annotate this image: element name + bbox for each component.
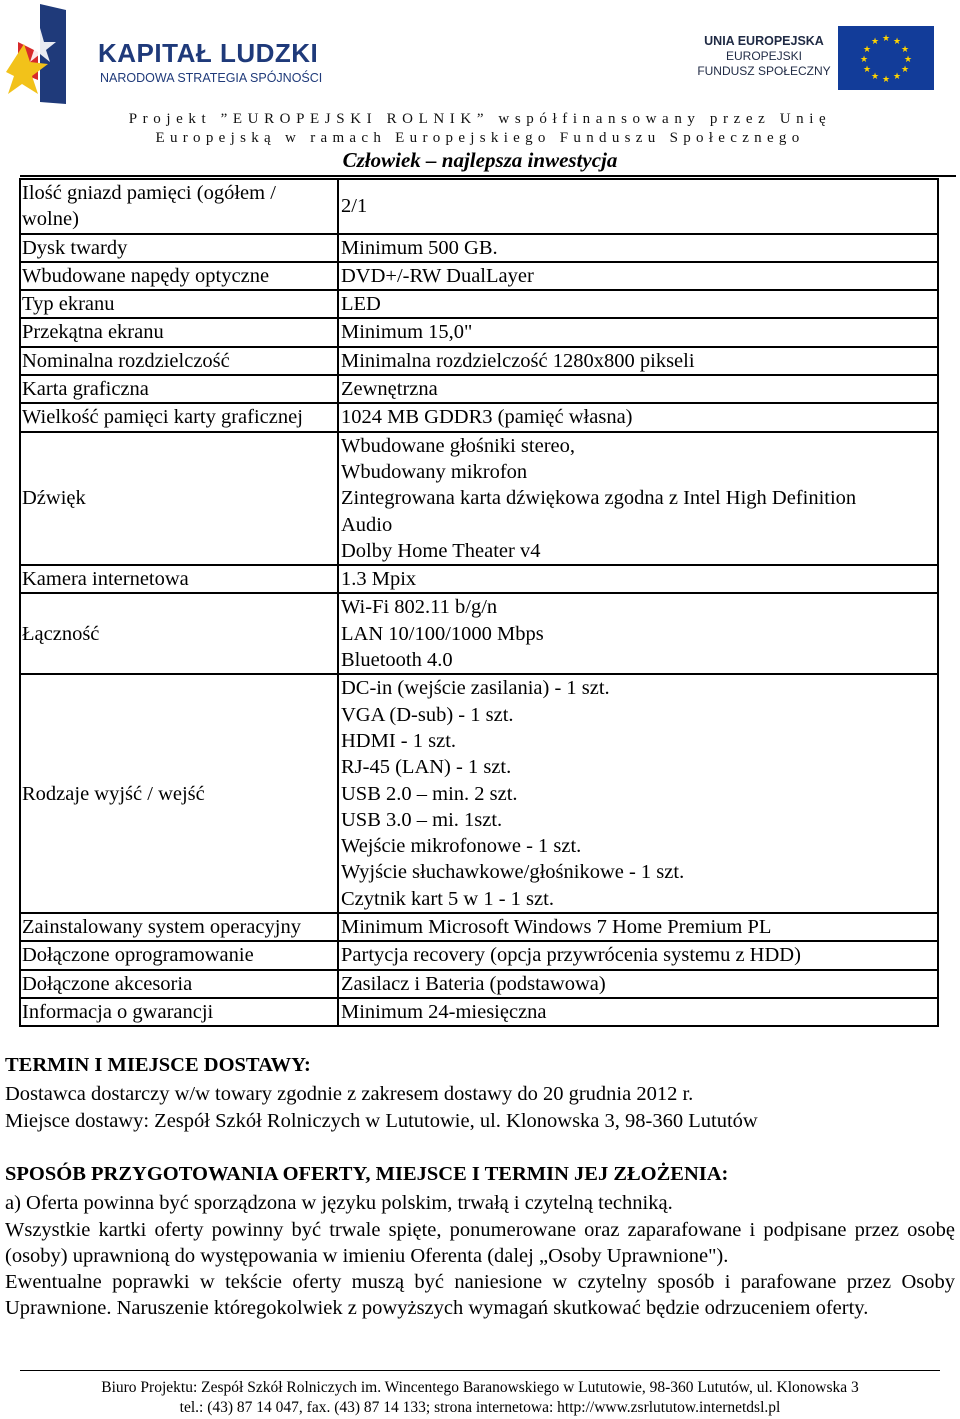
spec-value — [338, 674, 938, 913]
svg-text:★: ★ — [870, 37, 880, 47]
offer-section — [5, 1161, 955, 1322]
spec-value-line: Wi-Fi 802.11 b/g/n — [341, 596, 498, 619]
svg-text:★: ★ — [859, 55, 869, 65]
spec-row — [20, 318, 938, 346]
kapital-ludzki-logo — [4, 2, 344, 110]
spec-value-line: Czytnik kart 5 w 1 - 1 szt. — [341, 887, 554, 910]
spec-row — [20, 179, 938, 234]
project-line-1: Projekt ”EUROPEJSKI ROLNIK” współfinansowany przez Unię — [128, 111, 832, 127]
offer-paragraph-b: Wszystkie kartki oferty powinny być trwale spięte, ponumerowane oraz zaparafowane i podpisane przez osobę (osoby) uprawnioną do występowania w imieniu Oferenta (dalej „Osoby Uprawnione"). — [5, 1218, 955, 1267]
spec-row — [20, 941, 938, 969]
spec-key: Wbudowane napędy optyczne — [20, 262, 338, 290]
spec-key: Ilość gniazd pamięci (ogółem / wolne) — [20, 179, 338, 234]
spec-key: Dysk twardy — [20, 234, 338, 262]
footer-line-2: tel.: (43) 87 14 047, fax. (43) 87 14 133; strona internetowa: http://www.zsrlututow.internetdsl.pl — [179, 1399, 781, 1416]
eu-flag-icon — [838, 26, 934, 90]
offer-heading: SPOSÓB PRZYGOTOWANIA OFERTY, MIEJSCE I TERMIN JEJ ZŁOŻENIA: — [5, 1163, 729, 1185]
spec-row — [20, 234, 938, 262]
page-header — [0, 0, 960, 178]
spec-key: Wielkość pamięci karty graficznej — [20, 403, 338, 431]
spec-value — [338, 941, 938, 969]
spec-value-line: VGA (D-sub) - 1 szt. — [341, 703, 514, 726]
spec-value — [338, 998, 938, 1026]
svg-text:★: ★ — [862, 45, 872, 55]
spec-row — [20, 565, 938, 593]
offer-paragraph-c: Ewentualne poprawki w tekście oferty muszą być naniesione w czytelny sposób i parafowane przez Osoby Uprawnione. Naruszenie któregokolwiek z powyższych wymagań skutkować będzie odrzuceniem oferty. — [5, 1271, 955, 1320]
spec-value — [338, 262, 938, 290]
spec-row — [20, 970, 938, 998]
spec-value — [338, 970, 938, 998]
page-footer — [0, 1378, 960, 1418]
spec-value-line: Wbudowany mikrofon — [341, 460, 528, 483]
footer-line-1: Biuro Projektu: Zespół Szkół Rolniczych im. Wincentego Baranowskiego w Lututowie, 98-360 Lututów, ul. Klonowska 3 — [101, 1379, 859, 1396]
spec-row — [20, 347, 938, 375]
spec-value-line: Wyjście słuchawkowe/głośnikowe - 1 szt. — [341, 861, 685, 884]
spec-value-line: 1.3 Mpix — [341, 568, 417, 591]
spec-value-line: Zasilacz i Bateria (podstawowa) — [341, 972, 606, 995]
spec-key: Nominalna rozdzielczość — [20, 347, 338, 375]
spec-value — [338, 432, 938, 565]
eu-logo — [672, 6, 958, 106]
spec-value-line: 1024 MB GDDR3 (pamięć własna) — [341, 406, 633, 429]
eu-logo-text — [694, 34, 834, 79]
kapital-ludzki-emblem-icon — [4, 2, 94, 110]
spec-key: Kamera internetowa — [20, 565, 338, 593]
spec-key: Zainstalowany system operacyjny — [20, 913, 338, 941]
spec-value-line: Zewnętrzna — [341, 378, 438, 401]
svg-text:★: ★ — [900, 45, 910, 55]
spec-row — [20, 593, 938, 674]
motto: Człowiek – najlepsza inwestycja — [342, 148, 618, 172]
delivery-line-2: Miejsce dostawy: Zespół Szkół Rolniczych w Lututowie, ul. Klonowska 3, 98-360 Lututów — [5, 1109, 758, 1132]
spec-value — [338, 290, 938, 318]
spec-key: Dźwięk — [20, 432, 338, 565]
spec-value-line: Wbudowane głośniki stereo, — [341, 434, 575, 457]
spec-row — [20, 432, 938, 565]
spec-table — [19, 178, 939, 1027]
spec-value-line: Dolby Home Theater v4 — [341, 539, 541, 562]
spec-value-line: Minimum 15,0" — [341, 321, 473, 344]
footer-divider — [20, 1370, 940, 1371]
spec-value-line: LAN 10/100/1000 Mbps — [341, 622, 544, 645]
spec-key: Karta graficzna — [20, 375, 338, 403]
spec-value-line: LED — [341, 293, 381, 316]
svg-text:★: ★ — [903, 55, 913, 65]
spec-value-line: Minimalna rozdzielczość 1280x800 pikseli — [341, 349, 695, 372]
spec-value — [338, 179, 938, 234]
svg-text:★: ★ — [862, 65, 872, 75]
spec-value-line: Minimum 500 GB. — [341, 236, 498, 259]
delivery-section — [5, 1052, 955, 1134]
spec-value-line: Wejście mikrofonowe - 1 szt. — [341, 835, 582, 858]
svg-text:★: ★ — [881, 75, 891, 85]
svg-text:★: ★ — [892, 37, 902, 47]
spec-key: Dołączone oprogramowanie — [20, 941, 338, 969]
offer-paragraph-a: a) Oferta powinna być sporządzona w języku polskim, trwałą i czytelną techniką. — [5, 1192, 673, 1215]
spec-table-body — [20, 179, 938, 1026]
spec-value — [338, 565, 938, 593]
spec-key: Łączność — [20, 593, 338, 674]
spec-key: Przekątna ekranu — [20, 318, 338, 346]
eu-logo-line1: UNIA EUROPEJSKA — [704, 34, 824, 48]
kapital-ludzki-subtitle: NARODOWA STRATEGIA SPÓJNOŚCI — [100, 71, 323, 85]
spec-value-line: USB 2.0 – min. 2 szt. — [341, 782, 518, 805]
spec-value-line: Partycja recovery (opcja przywrócenia systemu z HDD) — [341, 944, 801, 967]
spec-row — [20, 262, 938, 290]
spec-value-line: Zintegrowana karta dźwiękowa zgodna z Intel High Definition — [341, 487, 857, 510]
spec-key: Dołączone akcesoria — [20, 970, 338, 998]
kapital-ludzki-title: KAPITAŁ LUDZKI — [98, 38, 319, 68]
spec-row — [20, 375, 938, 403]
spec-value — [338, 234, 938, 262]
header-divider — [20, 175, 956, 177]
spec-key: Typ ekranu — [20, 290, 338, 318]
spec-row — [20, 674, 938, 913]
spec-value-line: HDMI - 1 szt. — [341, 729, 457, 752]
spec-value — [338, 347, 938, 375]
spec-value-line: 2/1 — [341, 195, 368, 218]
spec-value — [338, 318, 938, 346]
spec-value-line: DVD+/-RW DualLayer — [341, 264, 534, 287]
svg-text:★: ★ — [881, 34, 891, 44]
eu-logo-line2: EUROPEJSKI — [725, 49, 803, 63]
spec-value-line: Bluetooth 4.0 — [341, 649, 453, 672]
spec-row — [20, 403, 938, 431]
spec-value-line: DC-in (wejście zasilania) - 1 szt. — [341, 677, 610, 700]
spec-value-line: USB 3.0 – mi. 1szt. — [341, 808, 503, 831]
svg-text:★: ★ — [870, 72, 880, 82]
spec-row — [20, 998, 938, 1026]
project-line-2: Europejską w ramach Europejskiego Funduszu Społecznego — [155, 130, 805, 146]
spec-key: Rodzaje wyjść / wejść — [20, 674, 338, 913]
delivery-heading: TERMIN I MIEJSCE DOSTAWY: — [5, 1054, 311, 1076]
svg-text:★: ★ — [900, 65, 910, 75]
spec-value — [338, 593, 938, 674]
spec-value — [338, 403, 938, 431]
spec-value-line: Minimum Microsoft Windows 7 Home Premium PL — [341, 916, 772, 939]
spec-row — [20, 290, 938, 318]
eu-logo-line3: FUNDUSZ SPOŁECZNY — [697, 64, 831, 78]
spec-value — [338, 375, 938, 403]
svg-text:★: ★ — [892, 72, 902, 82]
spec-value-line: Minimum 24-miesięczna — [341, 1000, 547, 1023]
spec-key: Informacja o gwarancji — [20, 998, 338, 1026]
spec-value-line: RJ-45 (LAN) - 1 szt. — [341, 756, 512, 779]
spec-value — [338, 913, 938, 941]
spec-row — [20, 913, 938, 941]
delivery-line-1: Dostawca dostarczy w/w towary zgodnie z zakresem dostawy do 20 grudnia 2012 r. — [5, 1083, 694, 1106]
spec-value-line: Audio — [341, 513, 393, 536]
